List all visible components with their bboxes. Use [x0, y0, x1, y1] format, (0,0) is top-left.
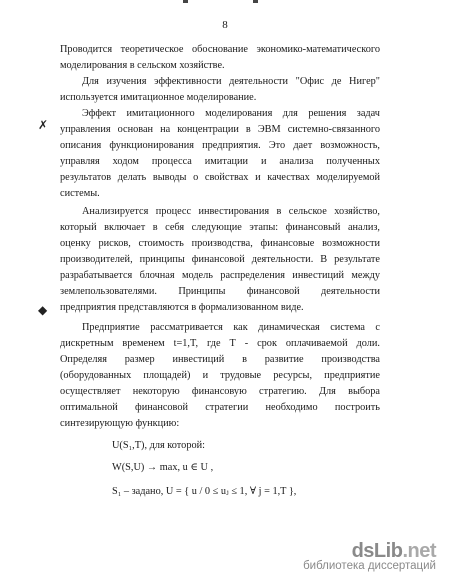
- text-line: описания функционирования предприятия. Это дает возможность,: [60, 140, 380, 151]
- text-line: (оборудованных площадей) и трудовые ресурсы, предприятие: [60, 370, 380, 381]
- text-line: который включает в себя следующие этапы: финансовый анализ,: [60, 222, 380, 233]
- text-line: моделирования в сельском хозяйстве.: [60, 60, 225, 71]
- scan-artifact: [253, 0, 258, 3]
- formula-1: U(S₁,T), для которой:: [112, 440, 205, 451]
- text-line: синтезирующую функцию:: [60, 418, 180, 429]
- margin-annotation: ✗: [38, 118, 49, 132]
- paragraph-1: [60, 42, 380, 74]
- text-line: результатов делать выводы о свойствах и качествах моделируемой: [60, 172, 380, 183]
- text-line: системы.: [60, 188, 100, 199]
- text-line: Анализируется процесс инвестирования в сельское хозяйство,: [82, 206, 380, 217]
- text-line: Предприятие рассматривается как динамическая система с: [82, 322, 380, 333]
- margin-annotation: ◆: [38, 303, 48, 317]
- text-line: предприятия представляются в формализованном виде.: [60, 302, 304, 313]
- text-line: Определяя размер инвестиций в развитие производства: [60, 354, 380, 365]
- text-line: Проводится теоретическое обоснование экономико-математического: [60, 44, 380, 55]
- text-line: разрабатывается блочная модель распределения инвестиций между: [60, 270, 380, 281]
- scan-artifact: [183, 0, 188, 3]
- text-line: управляя ходом процесса имитации и анализа полученных: [60, 156, 380, 167]
- formula-3: S₁ – задано, U = { u / 0 ≤ uⱼ ≤ 1, ∀ j = 1,T },: [112, 486, 297, 497]
- formula-2: W(S,U) → max, u ∈ U ,: [112, 462, 214, 473]
- watermark: [303, 540, 436, 572]
- text-line: управления основан на концентрации в ЭВМ системно-связанного: [60, 124, 380, 135]
- paragraph-4: [60, 204, 380, 316]
- text-line: используется имитационное моделирование.: [60, 92, 257, 103]
- text-line: осуществляет некоторую финансовую стратегию. Для выбора: [60, 386, 380, 397]
- text-line: дискретным временем t=1,T, где Т - срок оплачиваемой доли.: [60, 338, 380, 349]
- text-line: землепользователями. Принципы финансовой деятельности: [60, 286, 380, 297]
- text-line: оценку рисков, стоимость производства, финансовые возможности: [60, 238, 380, 249]
- paragraph-2: [60, 74, 380, 106]
- page-number: 8: [222, 19, 228, 31]
- text-line: оптимальной финансовой стратегии необходимо построить: [60, 402, 380, 413]
- text-line: производителей, принципы финансовой деятельности. В результате: [60, 254, 380, 265]
- text-line: Для изучения эффективности деятельности "Офис де Нигер": [82, 76, 380, 87]
- paragraph-3: [60, 106, 380, 202]
- paragraph-5: [60, 320, 380, 432]
- watermark-tagline: библиотека диссертаций: [303, 560, 436, 572]
- text-line: Эффект имитационного моделирования для решения задач: [82, 108, 380, 119]
- watermark-logo: dsLib.net: [351, 540, 436, 562]
